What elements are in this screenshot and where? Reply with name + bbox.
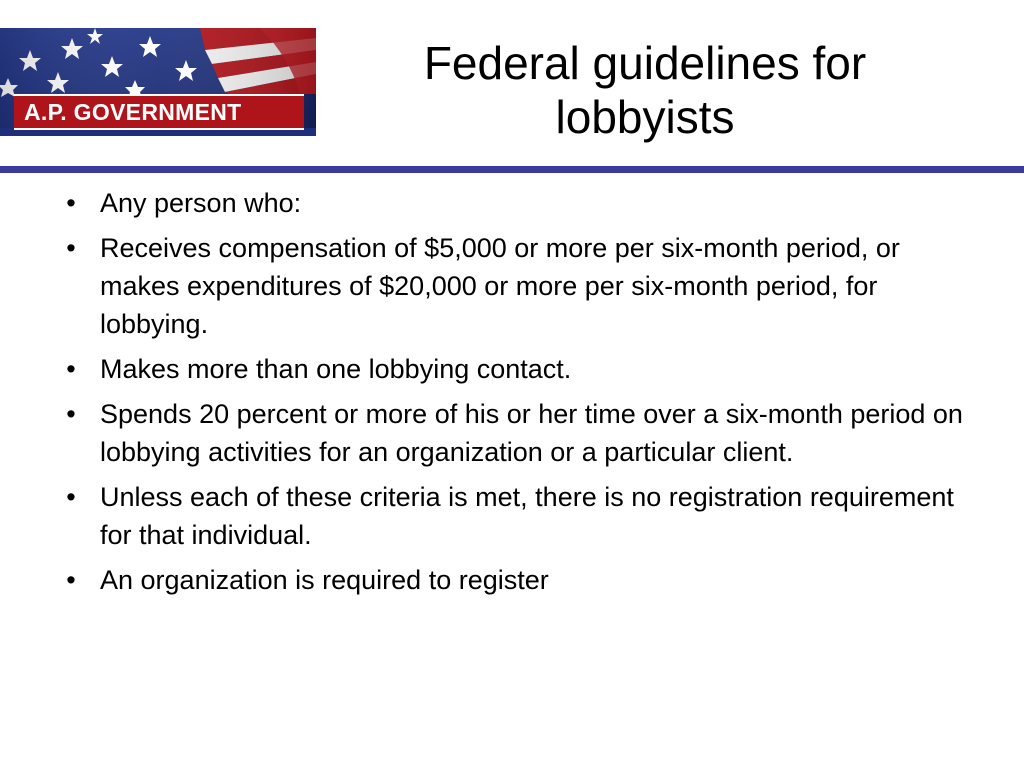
bullet-list xyxy=(56,184,976,606)
bullet-dot-icon: • xyxy=(66,482,76,512)
bullet-text: Receives compensation of $5,000 or more per six-month period, or makes expenditures of $20,000 or more per six-month period, for lobbying. xyxy=(100,233,900,339)
bullet-item xyxy=(56,184,976,222)
bullet-item xyxy=(56,478,976,554)
bullet-text: Unless each of these criteria is met, there is no registration requirement for that individual. xyxy=(100,482,954,550)
bullet-text: Spends 20 percent or more of his or her time over a six-month period on lobbying activities for an organization or a particular client. xyxy=(100,399,963,467)
bullet-text: Any person who: xyxy=(100,188,302,218)
slide-title: Federal guidelines for lobbyists xyxy=(423,37,867,143)
bullet-dot-icon: • xyxy=(66,233,76,263)
bullet-text: Makes more than one lobbying contact. xyxy=(100,354,572,384)
title-divider xyxy=(0,166,1024,173)
banner-label-text: A.P. GOVERNMENT xyxy=(24,99,242,125)
bullet-item xyxy=(56,350,976,388)
bullet-item xyxy=(56,395,976,471)
bullet-item xyxy=(56,561,976,599)
bullet-item xyxy=(56,229,976,343)
bullet-dot-icon: • xyxy=(66,188,76,218)
ap-government-banner xyxy=(0,28,316,136)
bullet-dot-icon: • xyxy=(66,399,76,429)
bullet-text: An organization is required to register xyxy=(100,565,549,595)
bullet-dot-icon: • xyxy=(66,354,76,384)
bullet-dot-icon: • xyxy=(66,565,76,595)
